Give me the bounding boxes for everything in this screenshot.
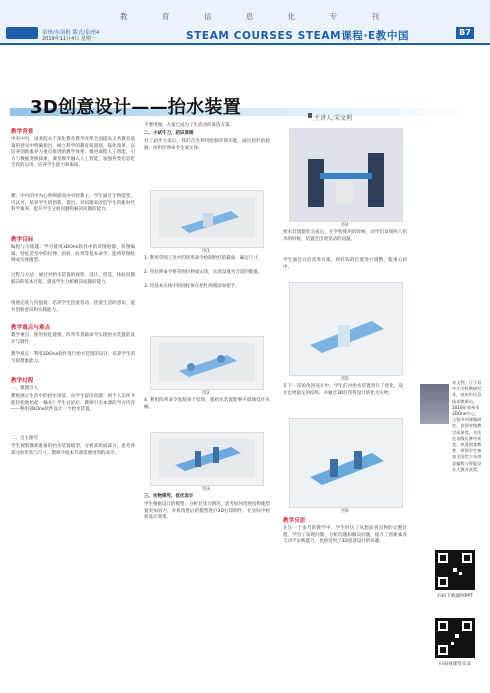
paragraph: 有了初步方案后，我们首先利用绘制草图功能，画出抬杠的轮廓，再用拉伸命令生成实体。 — [144, 139, 270, 151]
paragraph: 一、课题引入 — [11, 386, 38, 391]
figure-3-image — [151, 433, 263, 485]
paragraph: 教学重点：使用特征建模、阵列等基础命令实现抬水装置的设计与制作。 — [11, 333, 135, 345]
heading-goals: 教学目标 — [11, 237, 34, 243]
paragraph: 3. 用基本实体中的圆柱体在抬杠两端添加把手。 — [144, 284, 240, 289]
subheading: 二、小试牛刀，初识草图 — [144, 131, 194, 136]
figure-2-caption: 图2 — [202, 391, 210, 396]
figure-3-caption: 图3 — [202, 487, 210, 492]
figure-6-image — [290, 419, 402, 507]
paragraph: 不要用绳，方案已成为了生活动的备选方案。 — [144, 123, 234, 128]
heading-background: 教学背景 — [11, 129, 34, 135]
paragraph: 在这一个多月的教学中，学生经历了从想法到实物的完整过程，学会了发现问题、分析问题和解决问题，提升了创新素养与动手实践能力，也感受到了3D创意设计的乐趣。 — [283, 526, 407, 545]
qr-code-video[interactable] — [435, 618, 475, 658]
qr-code-pattern — [435, 618, 475, 658]
masthead-letter: 教 — [120, 12, 129, 21]
qr-caption-video: 扫码看课堂实录 — [438, 662, 472, 667]
section-title: STEAM COURSES STEAM课程·E教中国 — [186, 30, 410, 42]
masthead-letter: 息 — [245, 12, 255, 21]
paragraph: 教学难点：利用3DOne软件进行抬水装置的设计，培养学生的空间想象能力。 — [11, 352, 135, 364]
paragraph: 2. 用拉伸命令将草图拉伸成实体，长度设置为合适的数值。 — [144, 270, 263, 275]
issue-date: 2019年11月4日 星期一 — [42, 36, 96, 42]
paragraph: 过程与方法：通过对抬水装置的观察、设计、创造，体验问题解决的基本过程，提高学生分析解决问题的能力。 — [11, 273, 135, 285]
masthead-rule — [0, 43, 490, 45]
headline: 3D创意设计——抬水装置 — [30, 97, 242, 118]
paragraph: 学生根据设计的模型，分析其受力情况，思考如何改进结构使装置更加省力，并将改进后的模型进行3D打印制作，在实际中检验设计效果。 — [144, 502, 270, 521]
subheading: 三、实物探究，优化设计 — [144, 494, 194, 499]
qr-caption-ppt: 扫码下载课例PPT — [437, 594, 473, 599]
figure-2-image — [151, 337, 263, 389]
figure-3 — [150, 432, 264, 486]
paragraph: 二、自主探究 — [11, 436, 38, 441]
page-number: B7 — [456, 27, 474, 39]
figure-6-caption: 图6 — [341, 509, 349, 514]
byline: 主讲人:宋文利 — [314, 115, 353, 122]
heading-difficulty: 教学重点与难点 — [11, 325, 51, 331]
figure-1-image — [151, 191, 263, 247]
paragraph: 1. 利用草图工具中的矩形命令绘制抬杠的截面，确定尺寸。 — [144, 256, 263, 261]
paragraph: 教师展示生活中的抬水场景，向学生提出问题：两个人怎样才能轻松地抬起一桶水？学生讨论后，教师引出本课的学习内容——利用3DOne软件设计一个抬水装置。 — [11, 394, 135, 413]
paper-logo — [6, 27, 38, 39]
figure-5-image — [290, 283, 402, 375]
heading-reflection: 教学反思 — [283, 518, 306, 524]
paragraph: 学生通过讨论改进方案，将挂钩的位置进行调整，使重心居中。 — [283, 258, 407, 270]
author-photo — [420, 384, 449, 424]
masthead-letter: 刊 — [371, 12, 380, 21]
byline-marker — [308, 113, 312, 118]
figure-2 — [150, 336, 264, 390]
paragraph: 情感态度与价值观：培养学生热爱劳动、热爱生活的意识，提升创新意识和实践能力。 — [11, 301, 135, 313]
paragraph: 4. 利用阵列命令复制多个挂钩，使抬水装置能够平稳地挂住水桶。 — [144, 398, 270, 410]
masthead-letter: 育 — [161, 12, 171, 21]
masthead-letter: 化 — [287, 12, 297, 21]
paragraph: 中央中央、国务院关于深化教育教学改革全面提高义务教育质量的意见中明确指出，树立科学的教育质量观，探化改革，以培养创新素养为重点推进的教学体系，推进课程人工智能，引力与数据变换探索，课堂教学融入人工智能，加强各类信息化手段的运用，培养学生能力和素质。 — [11, 137, 135, 169]
figure-1 — [150, 190, 264, 248]
paragraph: 学生观察教师准备的抬水装置模型，分析其组成部分，思考各部分的形状与尺寸。教师介绍本节课需要用到的命令。 — [11, 444, 135, 456]
figure-5-caption: 图5 — [341, 377, 349, 382]
paragraph: 编程与习练题：学习使用3DOne软件中的草图绘制、草图编辑、特征造型中的拉伸、扭转、阵列等基本命令，能将草图绘制成实体模型。 — [11, 245, 135, 264]
paragraph: 抬水装置制作完成后，在学校使用的时候，同学们发现两人抬水的时候，装置会出现晃动的问题。 — [283, 230, 407, 242]
figure-4 — [289, 128, 403, 222]
masthead-letter: 专 — [329, 12, 339, 21]
masthead-letter: 信 — [203, 12, 213, 21]
figure-6 — [289, 418, 403, 508]
figure-4-image — [290, 129, 402, 221]
paragraph: 教。中央的中央心明细提高中央特教主，学生通过生物造型、可认可，培养学生的创新、提出、对问题来改造学生的新时代科学素养，提升学生分析问题和解决问题的能力。 — [11, 194, 135, 213]
figure-4-caption: 图4 — [341, 223, 349, 228]
paragraph: 在下一次的改进设计中，学生们对抬水装置进行了优化，设计出更稳定的结构，并通过3D打印将设计转化为实物。 — [283, 384, 403, 396]
heading-process: 教学过程 — [11, 378, 34, 384]
qr-code-ppt[interactable] — [435, 550, 475, 590]
masthead-series — [120, 11, 380, 23]
qr-code-pattern — [435, 550, 475, 590]
author-bio: 宋文利，江宁县中小学科教研究室，泉州市信息技术教研员，2018年泉州市3DOne中心，主持多项课题研究，获得省级教学成果奖，多次在各级比赛中获奖，热爱创客教育，带领学生参加全国青少年创意编程与智能设计大赛并获奖。 — [452, 380, 482, 472]
paper-name: 泉州/东南报 版式/泉州4 — [42, 30, 100, 36]
figure-5 — [289, 282, 403, 376]
figure-1-caption: 图1 — [202, 249, 210, 254]
